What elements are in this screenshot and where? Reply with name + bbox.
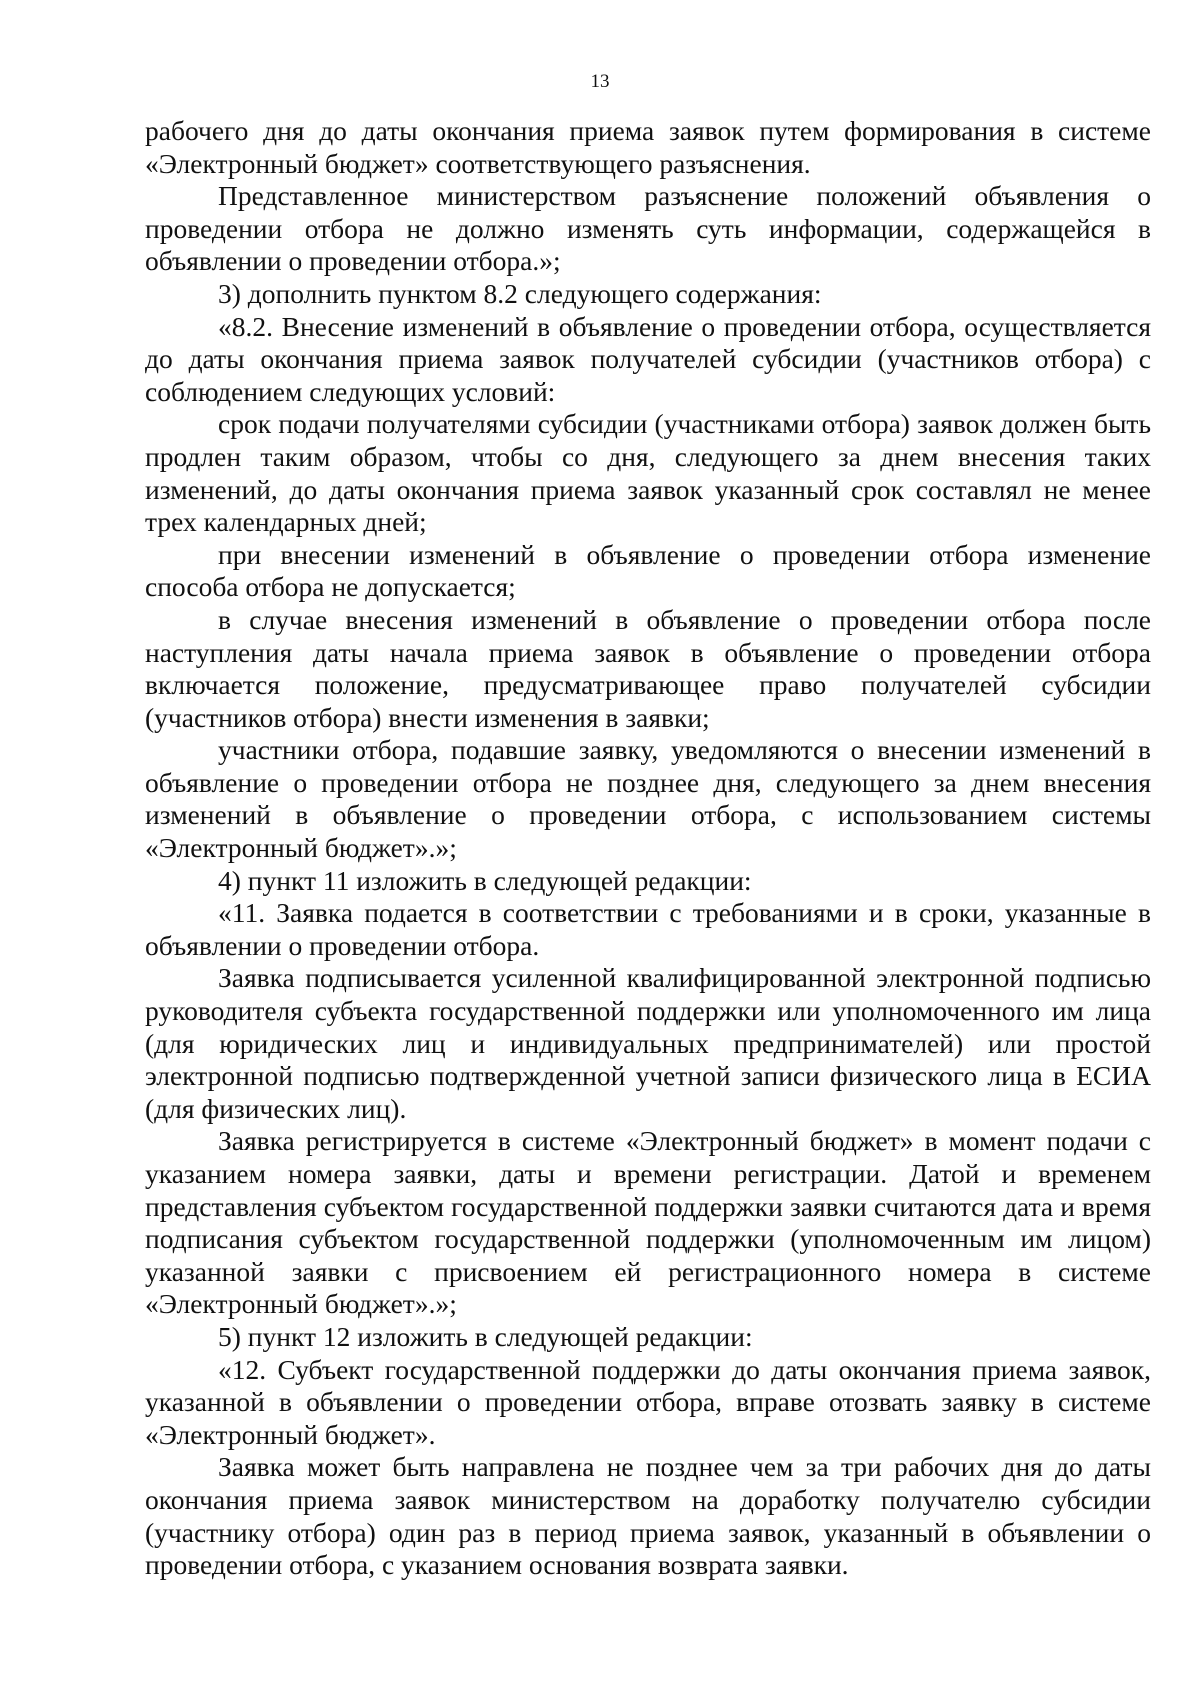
paragraph: «11. Заявка подается в соответствии с требованиями и в сроки, указанные в объявлении о проведении отбора. [145,897,1151,961]
paragraph: при внесении изменений в объявление о проведении отбора изменение способа отбора не допускается; [145,538,1151,603]
paragraph: Заявка подписывается усиленной квалифицированной электронной подписью руководителя субъекта государственной поддержки или уполномоченного им лица (для юридических лиц и индивидуальных предпринимателей) или простой электронной подписью подтвержденной учетной записи физического лица в ЕСИА (для физических лиц). [145,962,1151,1124]
paragraph: Заявка регистрируется в системе «Электронный бюджет» в момент подачи с указанием номера заявки, даты и времени регистрации. Датой и временем представления субъектом государственной поддержки заявки считаются дата и время подписания субъектом государственной поддержки (уполномоченным им лицом) указанной заявки с присвоением ей регистрационного номера в системе «Электронный бюджет».»; [145,1125,1151,1320]
paragraph: Представленное министерством разъяснение положений объявления о проведении отбора не должно изменять суть информации, содержащейся в объявлении о проведении отбора.»; [145,180,1151,277]
paragraph: участники отбора, подавшие заявку, уведомляются о внесении изменений в объявление о проведении отбора не позднее дня, следующего за днем внесения изменений в объявление о проведении отбора, с использованием системы «Электронный бюджет».»; [145,734,1151,864]
paragraph: Заявка может быть направлена не позднее чем за три рабочих дня до даты окончания приема заявок министерством на доработку получателю субсидии (участнику отбора) один раз в период приема заявок, указанный в объявлении о проведении отбора, с указанием основания возврата заявки. [145,1451,1151,1581]
page-number: 13 [590,71,610,92]
paragraph: «12. Субъект государственной поддержки до даты окончания приема заявок, указанной в объявлении о проведении отбора, вправе отозвать заявку в системе «Электронный бюджет». [145,1353,1151,1450]
paragraph: 5) пункт 12 изложить в следующей редакции: [218,1320,753,1352]
paragraph: 4) пункт 11 изложить в следующей редакции: [218,864,752,896]
paragraph: срок подачи получателями субсидии (участниками отбора) заявок должен быть продлен таким образом, чтобы со дня, следующего за днем внесения таких изменений, до даты окончания приема заявок указанный срок составлял не менее трех календарных дней; [145,408,1151,538]
paragraph: «8.2. Внесение изменений в объявление о проведении отбора, осуществляется до даты окончания приема заявок получателей субсидии (участников отбора) с соблюдением следующих условий: [145,310,1151,407]
document-body [145,115,1151,1582]
paragraph: в случае внесения изменений в объявление о проведении отбора после наступления даты начала приема заявок в объявление о проведении отбора включается положение, предусматривающее право получателей субсидии (участников отбора) внести изменения в заявки; [145,603,1151,733]
paragraph: рабочего дня до даты окончания приема заявок путем формирования в системе «Электронный бюджет» соответствующего разъяснения. [145,115,1151,179]
paragraph: 3) дополнить пунктом 8.2 следующего содержания: [218,277,822,309]
